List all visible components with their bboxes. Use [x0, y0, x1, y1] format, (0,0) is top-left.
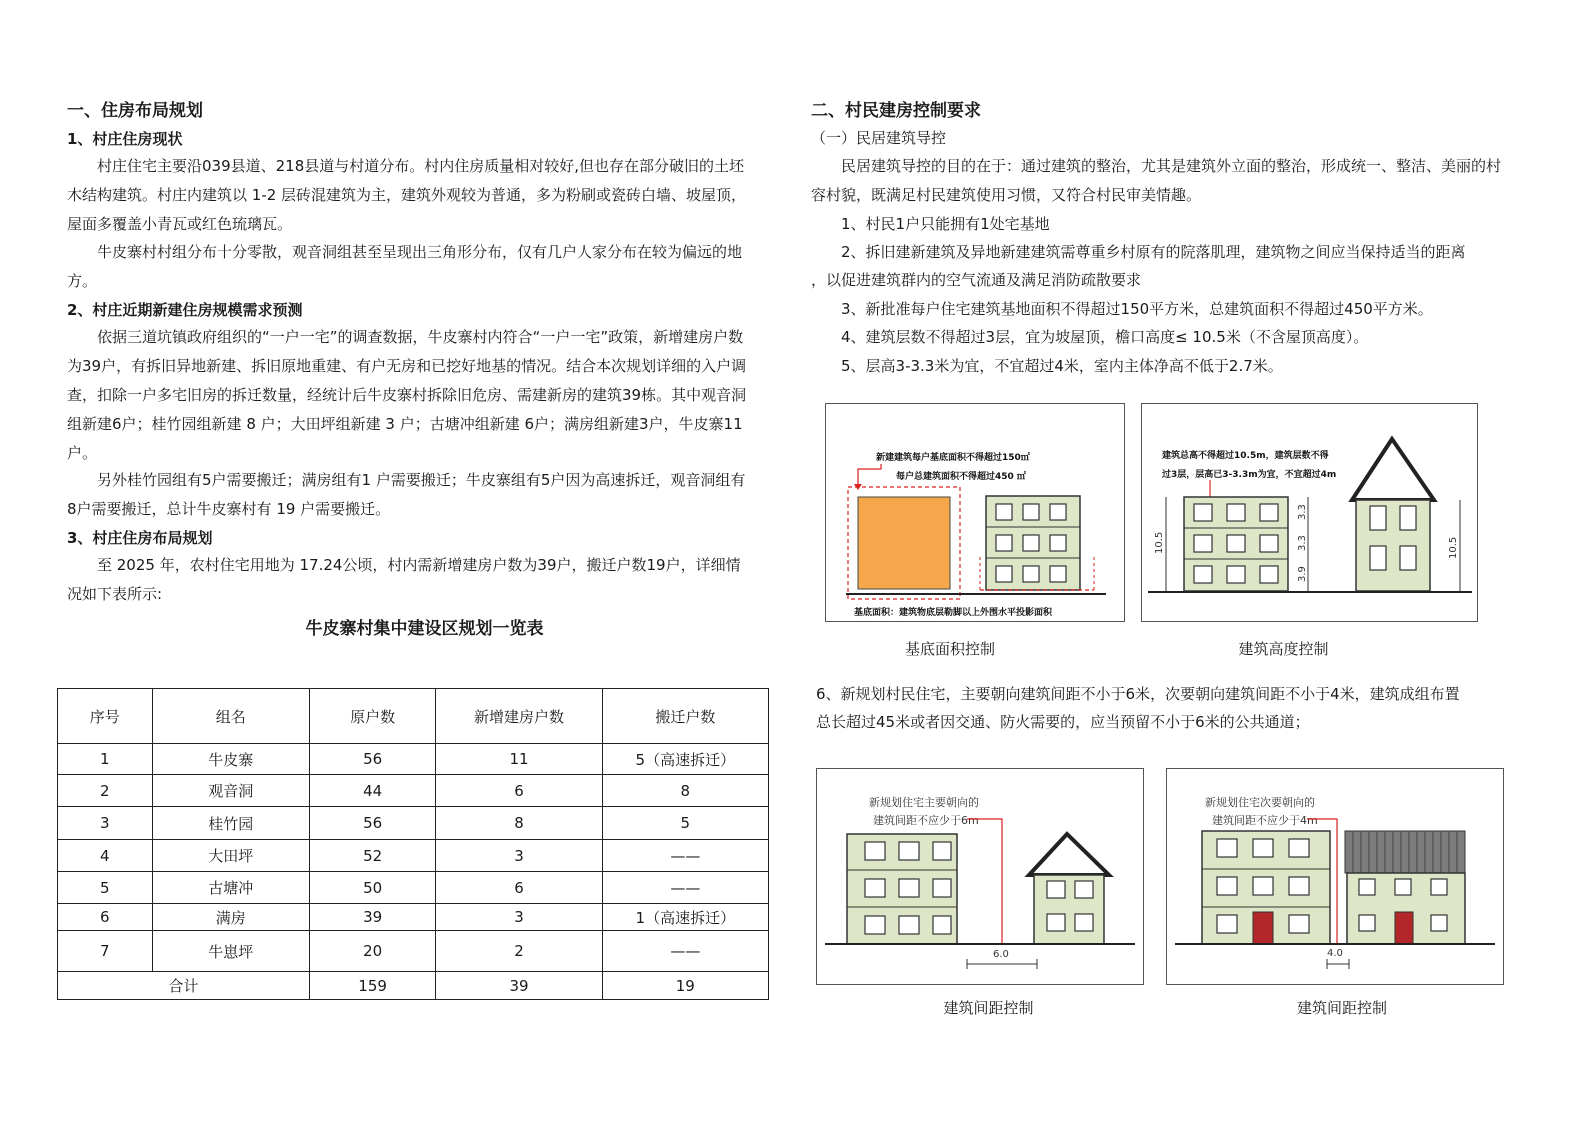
table-header-row	[58, 689, 769, 744]
caption-base-area: 基底面积控制	[904, 640, 995, 658]
figure-secondary-spacing	[1166, 768, 1504, 985]
table-cell: 1（高速拆迁）	[602, 904, 768, 931]
para-demand-forecast-1: 依据三道坑镇政府组织的“一户一宅”的调查数据，牛皮寨村内符合“一户一宅”政策，新增建房户数为39户，有拆旧异地新建、拆旧原地重建、有户无房和已挖好地基的情况。结合本次规划详细的入户调查，扣除一户多宅旧房的拆迁数量，经统计后牛皮寨村拆除旧危房、需建新房的建筑39栋。其中观音洞组新建6户；桂竹园组新建 8 户；大田坪组新建 3 户；古塘冲组新建 6户；满房组新建3户，牛皮寨11户。	[67, 328, 747, 462]
caption-height-control: 建筑高度控制	[1238, 640, 1329, 658]
dim-left-height: 10.5	[1154, 531, 1165, 554]
table-cell: ——	[602, 872, 768, 904]
fig2-note-2: 过3层，层高已3-3.3m为宜，不宜超过4m	[1162, 470, 1337, 480]
table-row	[58, 872, 769, 904]
table-cell: 20	[309, 931, 436, 972]
table-cell: 56	[309, 807, 436, 840]
table-cell: 7	[58, 931, 153, 972]
table-cell: 6	[58, 904, 153, 931]
para-housing-status-2: 牛皮寨村村组分布十分零散，观音洞组甚至呈现出三角形分布，仅有几户人家分布在较为偏远的地方。	[67, 243, 743, 290]
fig4-note-1: 新规划住宅次要朝向的	[1205, 796, 1315, 809]
table-cell: 3	[58, 807, 153, 840]
table-cell: 2	[58, 775, 153, 807]
caption-secondary-spacing: 建筑间距控制	[1296, 999, 1387, 1017]
section-title-housing-layout: 一、住房布局规划	[67, 101, 203, 121]
table-title: 牛皮寨村集中建设区规划一览表	[305, 619, 544, 639]
rule-6-continued: 总长超过45米或者因交通、防火需要的，应当预留不小于6米的公共通道；	[816, 713, 1310, 731]
table-cell: 8	[436, 807, 602, 840]
table-cell: 52	[309, 840, 436, 872]
table-cell: 5	[602, 807, 768, 840]
rule-6: 6、新规划村民住宅，主要朝向建筑间距不小于6米，次要朝向建筑间距不小于4米，建筑成组布置	[816, 685, 1460, 703]
para-guidance-intro: 民居建筑导控的目的在于：通过建筑的整治，尤其是建筑外立面的整治，形成统一、整洁、美丽的村容村貌，既满足村民建筑使用习惯，又符合村民审美情趣。	[811, 157, 1502, 204]
table-cell: ——	[602, 840, 768, 872]
rule-4: 4、建筑层数不得超过3层，宜为坡屋顶，檐口高度≤ 10.5米（不含屋顶高度）。	[841, 328, 1369, 346]
table-cell: 2	[436, 931, 602, 972]
table-header-cell: 新增建房户数	[436, 689, 602, 744]
rule-2-continued: ，以促进建筑群内的空气流通及满足消防疏散要求	[811, 271, 1142, 289]
base-area-square	[858, 497, 950, 589]
table-cell: 8	[602, 775, 768, 807]
table-cell: 44	[309, 775, 436, 807]
primary-spacing-illustration	[817, 769, 1143, 984]
table-cell: 39	[309, 904, 436, 931]
rule-2: 2、拆旧建新建筑及异地新建建筑需尊重乡村原有的院落肌理，建筑物之间应当保持适当的距离	[841, 243, 1466, 261]
table-total-row	[58, 972, 769, 1000]
table-cell: 3	[436, 904, 602, 931]
table-header-cell: 搬迁户数	[602, 689, 768, 744]
fig1-note-3: 基底面积：建筑物底层勒脚以上外围水平投影面积	[854, 608, 1053, 618]
base-area-illustration	[826, 404, 1124, 621]
fig4-note-2: 建筑间距不应少于4m	[1212, 814, 1318, 827]
table-cell: 5（高速拆迁）	[602, 744, 768, 775]
table-cell: 11	[436, 744, 602, 775]
table-cell: 56	[309, 744, 436, 775]
red-door	[1395, 912, 1413, 944]
gable-roof	[1029, 834, 1109, 875]
planning-table	[57, 688, 769, 1000]
table-cell: 大田坪	[152, 840, 309, 872]
table-row	[58, 744, 769, 775]
dim-storey-a: 3.3	[1297, 504, 1308, 520]
table-cell: 古塘冲	[152, 872, 309, 904]
fig3-note-2: 建筑间距不应少于6m	[873, 814, 979, 827]
rule-3: 3、新批准每户住宅建筑基地面积不得超过150平方米，总建筑面积不得超过450平方米。	[841, 300, 1433, 318]
table-row	[58, 775, 769, 807]
para-housing-status-1: 村庄住宅主要沿039县道、218县道与村道分布。村内住房质量相对较好,但也存在部分破旧的土坯木结构建筑。村庄内建筑以 1-2 层砖混建筑为主，建筑外观较为普通，多为粉刷或瓷砖白墙、坡屋顶，屋面多覆盖小青瓦或红色琉璃瓦。	[67, 157, 747, 233]
para-layout-plan: 至 2025 年，农村住宅用地为 17.24公顷，村内需新增建房户数为39户，搬迁户数19户，详细情况如下表所示:	[67, 556, 741, 603]
table-row	[58, 807, 769, 840]
table-row	[58, 904, 769, 931]
table-cell: 桂竹园	[152, 807, 309, 840]
table-cell: 5	[58, 872, 153, 904]
dim-storey-b: 3.3	[1297, 535, 1308, 551]
rule-5: 5、层高3-3.3米为宜，不宜超过4米，室内主体净高不低于2.7米。	[841, 357, 1283, 375]
tiled-roof	[1345, 831, 1465, 873]
heading-housing-status: 1、村庄住房现状	[67, 130, 183, 148]
table-header-cell: 原户数	[309, 689, 436, 744]
table-total-label: 合计	[58, 972, 310, 1000]
table-cell: 159	[309, 972, 436, 1000]
table-cell: 6	[436, 872, 602, 904]
table-cell: 39	[436, 972, 602, 1000]
red-door	[1253, 912, 1273, 944]
fig1-note-2: 每户总建筑面积不得超过450 ㎡	[896, 472, 1026, 482]
fig1-note-1: 新建建筑每户基底面积不得超过150㎡	[876, 453, 1030, 463]
figure-height-control	[1141, 403, 1478, 622]
fig2-note-1: 建筑总高不得超过10.5m，建筑层数不得	[1162, 451, 1329, 461]
table-row	[58, 931, 769, 972]
secondary-spacing-illustration	[1167, 769, 1503, 984]
figure-base-area	[825, 403, 1125, 622]
figure-primary-spacing	[816, 768, 1144, 985]
dim-secondary-spacing: 4.0	[1327, 948, 1343, 959]
heading-demand-forecast: 2、村庄近期新建住房规模需求预测	[67, 301, 303, 319]
table-cell: 6	[436, 775, 602, 807]
height-control-illustration	[1142, 404, 1477, 621]
table-header-cell: 组名	[152, 689, 309, 744]
section-title-building-control: 二、村民建房控制要求	[811, 101, 981, 121]
dim-storey-c: 3.9	[1297, 566, 1308, 582]
table-cell: 观音洞	[152, 775, 309, 807]
caption-primary-spacing: 建筑间距控制	[943, 999, 1034, 1017]
table-header-cell: 序号	[58, 689, 153, 744]
table-cell: 3	[436, 840, 602, 872]
table-cell: 牛崽坪	[152, 931, 309, 972]
gable-roof	[1352, 439, 1434, 500]
dim-right-height: 10.5	[1448, 536, 1459, 559]
heading-layout-plan: 3、村庄住房布局规划	[67, 529, 213, 547]
subheading-guidance: （一）民居建筑导控	[811, 129, 947, 147]
rule-1: 1、村民1户只能拥有1处宅基地	[841, 215, 1050, 233]
dim-primary-spacing: 6.0	[993, 949, 1009, 960]
table-row	[58, 840, 769, 872]
pitched-roof-building	[1356, 500, 1430, 591]
table-cell: 满房	[152, 904, 309, 931]
table-cell: 1	[58, 744, 153, 775]
table-cell: ——	[602, 931, 768, 972]
table-cell: 4	[58, 840, 153, 872]
table-cell: 19	[602, 972, 768, 1000]
table-cell: 50	[309, 872, 436, 904]
fig3-note-1: 新规划住宅主要朝向的	[869, 796, 979, 809]
table-cell: 牛皮寨	[152, 744, 309, 775]
para-demand-forecast-2: 另外桂竹园组有5户需要搬迁；满房组有1 户需要搬迁；牛皮寨组有5户因为高速拆迁，观音洞组有8户需要搬迁，总计牛皮寨村有 19 户需要搬迁。	[67, 471, 746, 518]
